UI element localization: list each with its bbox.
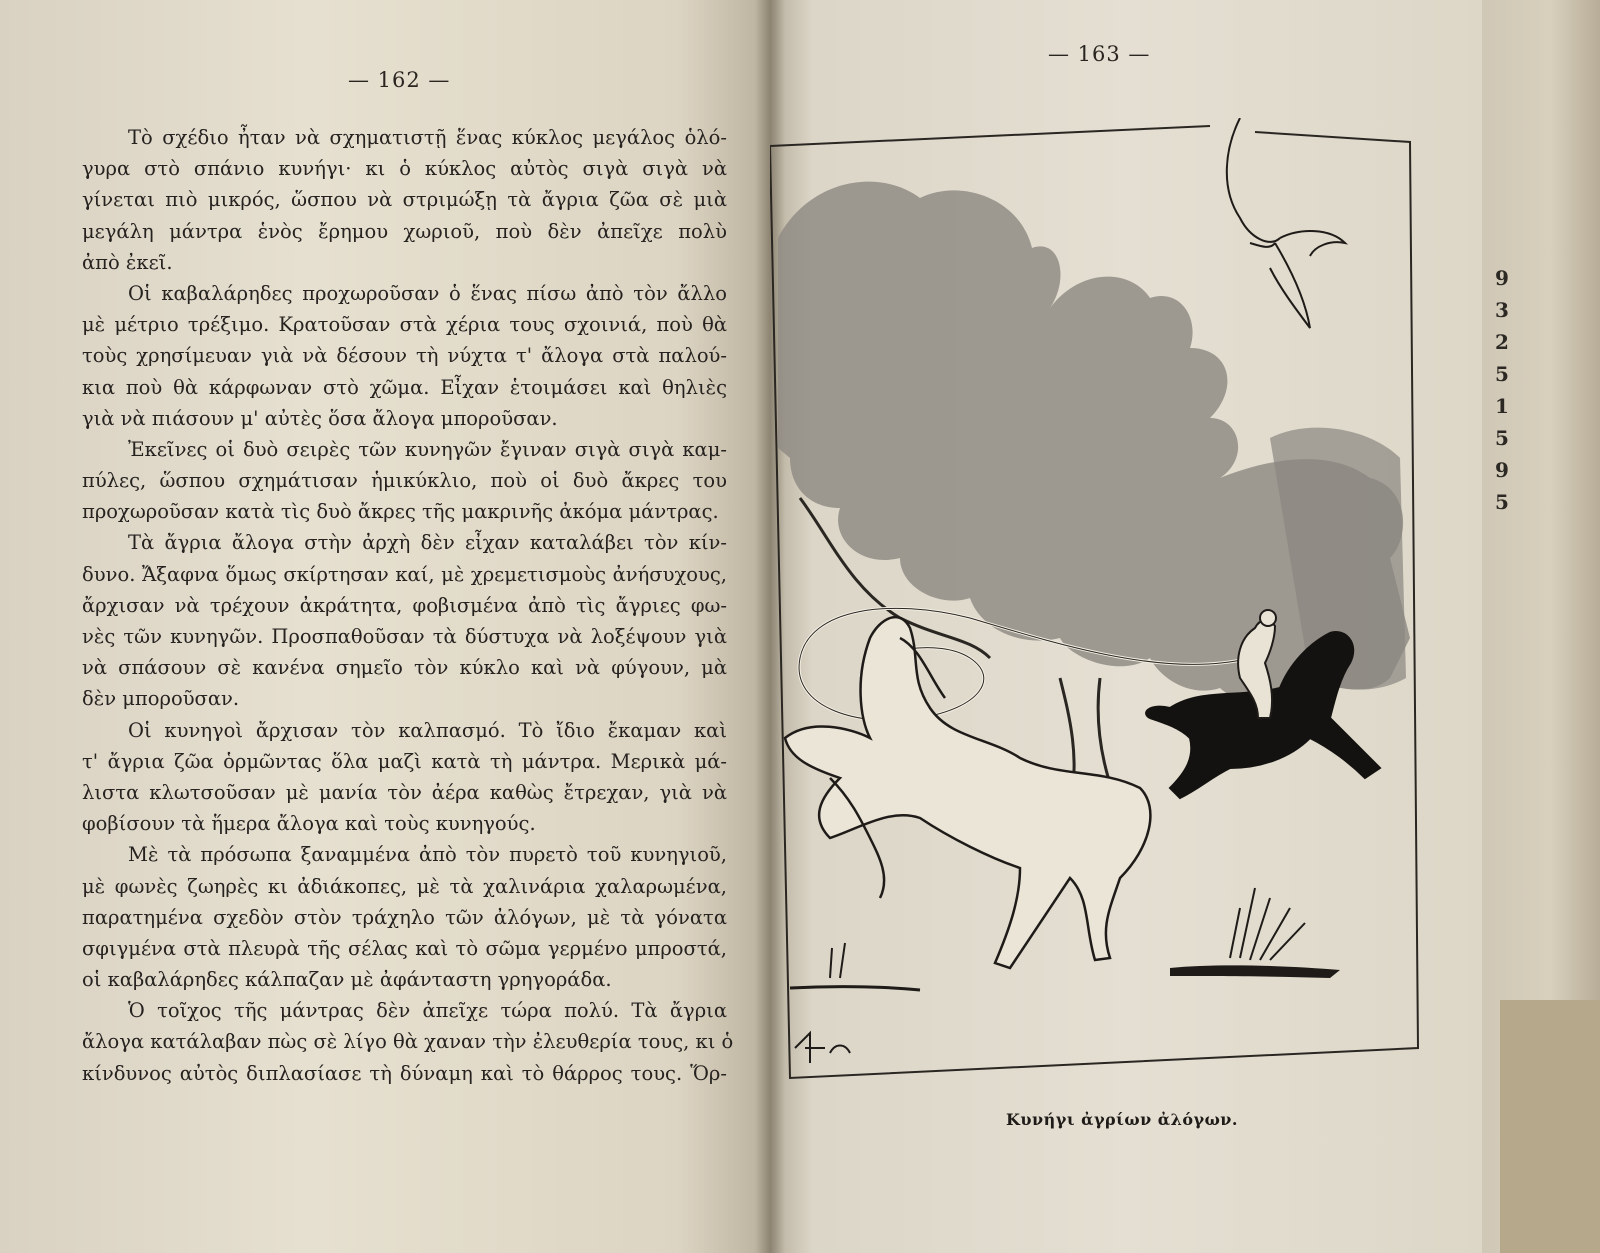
illustration-caption: Κυνήγι ἀγρίων ἀλόγων.	[1006, 1110, 1238, 1129]
text-line: κίνδυνος αὐτὸς διπλασίασε τὴ δύναμη καὶ τὸ θάρρος τους. Ὅρ-	[82, 1061, 727, 1085]
text-line: οἱ καβαλάρηδες κάλπαζαν μὲ ἀφάνταστη γρηγοράδα.	[82, 968, 612, 992]
text-line: ἄλογα κατάλαβαν πὼς σὲ λίγο θὰ χαναν τὴν ἐλευθερία τους, κι ὁ	[82, 1030, 734, 1054]
text-line: Ὁ τοῖχος τῆς μάντρας δὲν ἀπεῖχε τώρα πολύ. Τὰ ἄγρια	[128, 999, 727, 1023]
text-line: γυρα στὸ σπάνιο κυνήγι· κι ὁ κύκλος αὐτὸς σιγὰ σιγὰ νὰ	[82, 157, 727, 181]
left-page-text	[82, 122, 734, 1089]
text-line: Οἱ κυνηγοὶ ἄρχισαν τὸν καλπασμό. Τὸ ἴδιο ἔκαμαν καὶ	[128, 718, 727, 742]
text-line: μὲ μέτριο τρέξιμο. Κρατοῦσαν στὰ χέρια τους σχοινιά, ποὺ θὰ	[82, 313, 727, 337]
text-line: παρατημένα σχεδὸν στὸν τράχηλο τῶν ἀλόγων, μὲ τὰ γόνατα	[82, 905, 727, 929]
underlying-digit: 3	[1495, 298, 1509, 322]
underlying-digit: 5	[1495, 362, 1509, 386]
text-line: Μὲ τὰ πρόσωπα ξαναμμένα ἀπὸ τὸν πυρετὸ τοῦ κυνηγιοῦ,	[128, 843, 727, 867]
underlying-page-digits	[1495, 262, 1525, 518]
text-line: Τὰ ἄγρια ἄλογα στὴν ἀρχὴ δὲν εἶχαν καταλάβει τὸν κίν-	[128, 531, 727, 555]
text-line: Ἐκεῖνες οἱ δυὸ σειρὲς τῶν κυνηγῶν ἔγιναν σιγὰ σιγὰ καμ-	[128, 437, 727, 461]
rider-head	[1260, 610, 1276, 626]
text-line: δὲν μποροῦσαν.	[82, 687, 240, 711]
text-line: τοὺς χρησίμευαν γιὰ νὰ δέσουν τὴ νύχτα τ' ἄλογα στὰ παλού-	[82, 344, 727, 368]
text-line: γίνεται πιὸ μικρός, ὥσπου νὰ στριμώξῃ τὰ ἄγρια ζῶα σὲ μιὰ	[82, 188, 727, 212]
underlying-digit: 5	[1495, 490, 1509, 514]
text-line: ἀπὸ ἐκεῖ.	[82, 250, 173, 274]
text-line: μὲ φωνὲς ζωηρὲς κι ἀδιάκοπες, μὲ τὰ χαλινάρια χαλαρωμένα,	[82, 874, 727, 898]
text-line: Τὸ σχέδιο ἦταν νὰ σχηματιστῇ ἕνας κύκλος μεγάλος ὁλό-	[128, 126, 727, 149]
hunting-illustration	[770, 118, 1430, 1103]
text-line: κια ποὺ θὰ κάρφωναν στὸ χῶμα. Εἶχαν ἑτοιμάσει καὶ θηλιὲς	[82, 375, 727, 399]
ground-shadow-left	[790, 987, 920, 990]
text-line: πύλες, ὥσπου σχημάτισαν ἡμικύκλιο, ποὺ οἱ δυὸ ἄκρες του	[82, 469, 727, 493]
bird-in-flight	[1227, 118, 1345, 328]
text-line: φοβίσουν τὰ ἥμερα ἄλογα καὶ τοὺς κυνηγούς.	[82, 812, 536, 836]
underlying-digit: 5	[1495, 426, 1509, 450]
wild-horse	[785, 617, 1150, 968]
text-line: δυνο. Ἄξαφνα ὅμως σκίρτησαν καί, μὲ χρεμετισμοὺς ἀνήσυχους,	[82, 562, 727, 586]
underlying-page-torn-corner	[1500, 1000, 1600, 1253]
text-line: γιὰ νὰ πιάσουν μ' αὐτὲς ὅσα ἄλογα μποροῦσαν.	[82, 406, 558, 430]
right-page-number: — 163 —	[1048, 42, 1151, 66]
text-line: λιστα κλωτσοῦσαν μὲ μανία τὸν ἀέρα καθὼς ἔτρεχαν, γιὰ νὰ	[82, 780, 727, 804]
grass-tufts	[830, 888, 1305, 978]
text-line: νὰ σπάσουν σὲ κανένα σημεῖο τὸν κύκλο καὶ νὰ φύγουν, μὰ	[82, 656, 727, 680]
artist-signature	[795, 1033, 850, 1063]
text-line: τ' ἄγρια ζῶα ὁρμῶντας ὅλα μαζὶ κατὰ τὴ μάντρα. Μερικὰ μά-	[82, 749, 727, 773]
text-line: Οἱ καβαλάρηδες προχωροῦσαν ὁ ἕνας πίσω ἀπὸ τὸν ἄλλο	[128, 281, 727, 305]
underlying-digit: 9	[1495, 266, 1509, 290]
text-line: νὲς τῶν κυνηγῶν. Προσπαθοῦσαν τὰ δύστυχα νὰ λοξέψουν γιὰ	[82, 625, 727, 648]
text-line: σφιγμένα στὰ πλευρὰ τῆς σέλας καὶ τὸ σῶμα γερμένο μπροστά,	[82, 936, 727, 960]
text-line: ἄρχισαν νὰ τρέχουν ἀκράτητα, φοβισμένα ἀπὸ τὶς ἄγριες φω-	[82, 593, 727, 617]
text-line: προχωροῦσαν κατὰ τὶς δυὸ ἄκρες τῆς μακρινῆς ἀκόμα μάντρας.	[82, 500, 719, 524]
ground-shadow	[1170, 965, 1340, 978]
underlying-digit: 9	[1495, 458, 1509, 482]
left-page-number: — 162 —	[348, 68, 451, 92]
underlying-digit: 1	[1495, 394, 1509, 418]
underlying-digit: 2	[1495, 330, 1509, 354]
text-line: μεγάλη μάντρα ἑνὸς ἔρημου χωριοῦ, ποὺ δὲν ἀπεῖχε πολὺ	[82, 219, 727, 243]
